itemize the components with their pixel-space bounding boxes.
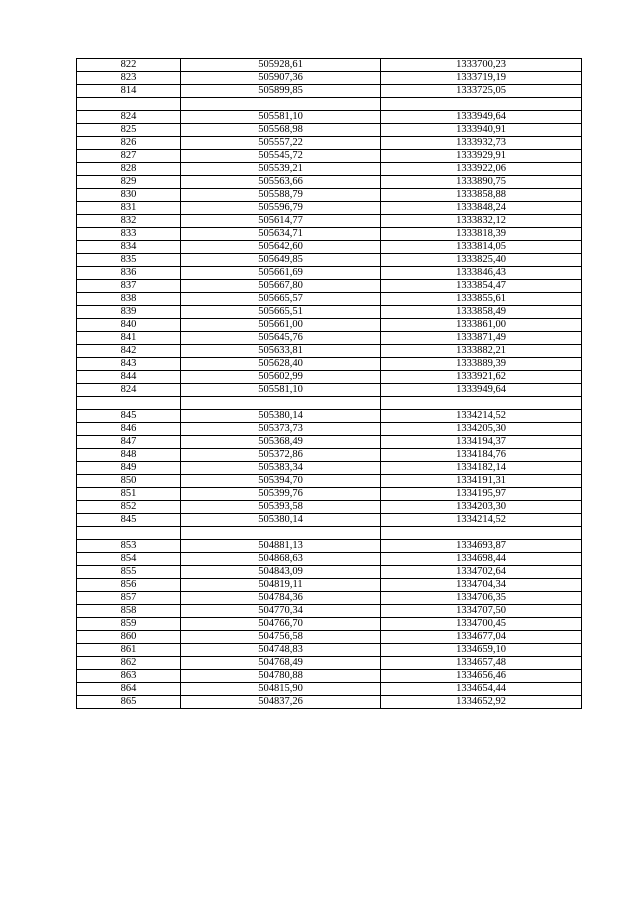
table-row xyxy=(77,150,582,163)
x-coordinate-cell: 505373,73 xyxy=(181,423,381,436)
y-coordinate-cell: 1334656,46 xyxy=(381,670,582,683)
y-coordinate-cell: 1334707,50 xyxy=(381,605,582,618)
y-coordinate-cell: 1333846,43 xyxy=(381,267,582,280)
separator-row xyxy=(77,527,582,540)
x-coordinate-cell: 505645,76 xyxy=(181,332,381,345)
point-number-cell: 858 xyxy=(77,605,181,618)
x-coordinate-cell: 505368,49 xyxy=(181,436,381,449)
x-coordinate-cell: 505665,57 xyxy=(181,293,381,306)
y-coordinate-cell: 1333890,75 xyxy=(381,176,582,189)
y-coordinate-cell: 1333825,40 xyxy=(381,254,582,267)
point-number-cell: 836 xyxy=(77,267,181,280)
table-row xyxy=(77,683,582,696)
point-number-cell: 846 xyxy=(77,423,181,436)
x-coordinate-cell: 505581,10 xyxy=(181,111,381,124)
table-row xyxy=(77,644,582,657)
y-coordinate-cell: 1333949,64 xyxy=(381,384,582,397)
x-coordinate-cell: 505602,99 xyxy=(181,371,381,384)
point-number-cell: 843 xyxy=(77,358,181,371)
table-row xyxy=(77,72,582,85)
x-coordinate-cell: 505380,14 xyxy=(181,514,381,527)
point-number-cell: 842 xyxy=(77,345,181,358)
x-coordinate-cell: 504766,70 xyxy=(181,618,381,631)
x-coordinate-cell: 505899,85 xyxy=(181,85,381,98)
point-number-cell xyxy=(77,527,181,540)
y-coordinate-cell: 1333814,05 xyxy=(381,241,582,254)
table-row xyxy=(77,462,582,475)
point-number-cell: 849 xyxy=(77,462,181,475)
table-row xyxy=(77,228,582,241)
x-coordinate-cell: 505581,10 xyxy=(181,384,381,397)
y-coordinate-cell: 1334706,35 xyxy=(381,592,582,605)
x-coordinate-cell: 505614,77 xyxy=(181,215,381,228)
y-coordinate-cell: 1333882,21 xyxy=(381,345,582,358)
point-number-cell: 823 xyxy=(77,72,181,85)
table-row xyxy=(77,475,582,488)
x-coordinate-cell: 505568,98 xyxy=(181,124,381,137)
y-coordinate-cell: 1334698,44 xyxy=(381,553,582,566)
point-number-cell: 851 xyxy=(77,488,181,501)
point-number-cell: 839 xyxy=(77,306,181,319)
y-coordinate-cell: 1334214,52 xyxy=(381,514,582,527)
table-row xyxy=(77,436,582,449)
y-coordinate-cell: 1333858,88 xyxy=(381,189,582,202)
x-coordinate-cell: 504784,36 xyxy=(181,592,381,605)
point-number-cell xyxy=(77,98,181,111)
point-number-cell: 853 xyxy=(77,540,181,553)
separator-row xyxy=(77,98,582,111)
x-coordinate-cell: 505628,40 xyxy=(181,358,381,371)
y-coordinate-cell: 1333932,73 xyxy=(381,137,582,150)
y-coordinate-cell: 1334203,30 xyxy=(381,501,582,514)
x-coordinate-cell: 505928,61 xyxy=(181,59,381,72)
y-coordinate-cell: 1333921,62 xyxy=(381,371,582,384)
x-coordinate-cell: 505907,36 xyxy=(181,72,381,85)
y-coordinate-cell: 1333700,23 xyxy=(381,59,582,72)
y-coordinate-cell: 1334700,45 xyxy=(381,618,582,631)
y-coordinate-cell xyxy=(381,527,582,540)
y-coordinate-cell: 1333725,05 xyxy=(381,85,582,98)
point-number-cell: 845 xyxy=(77,410,181,423)
x-coordinate-cell: 505661,00 xyxy=(181,319,381,332)
point-number-cell: 834 xyxy=(77,241,181,254)
y-coordinate-cell xyxy=(381,98,582,111)
point-number-cell: 844 xyxy=(77,371,181,384)
x-coordinate-cell: 505393,58 xyxy=(181,501,381,514)
y-coordinate-cell: 1333889,39 xyxy=(381,358,582,371)
point-number-cell: 838 xyxy=(77,293,181,306)
point-number-cell xyxy=(77,397,181,410)
x-coordinate-cell: 505380,14 xyxy=(181,410,381,423)
y-coordinate-cell: 1334704,34 xyxy=(381,579,582,592)
x-coordinate-cell: 505557,22 xyxy=(181,137,381,150)
point-number-cell: 835 xyxy=(77,254,181,267)
point-number-cell: 837 xyxy=(77,280,181,293)
y-coordinate-cell: 1334693,87 xyxy=(381,540,582,553)
x-coordinate-cell: 505665,51 xyxy=(181,306,381,319)
separator-row xyxy=(77,397,582,410)
x-coordinate-cell: 505394,70 xyxy=(181,475,381,488)
table-row xyxy=(77,215,582,228)
table-row xyxy=(77,319,582,332)
table-row xyxy=(77,137,582,150)
table-row xyxy=(77,111,582,124)
table-row xyxy=(77,618,582,631)
y-coordinate-cell: 1334182,14 xyxy=(381,462,582,475)
point-number-cell: 857 xyxy=(77,592,181,605)
x-coordinate-cell: 505545,72 xyxy=(181,150,381,163)
x-coordinate-cell xyxy=(181,98,381,111)
table-row xyxy=(77,163,582,176)
y-coordinate-cell: 1334191,31 xyxy=(381,475,582,488)
table-row xyxy=(77,423,582,436)
y-coordinate-cell: 1334654,44 xyxy=(381,683,582,696)
x-coordinate-cell: 504815,90 xyxy=(181,683,381,696)
y-coordinate-cell: 1333871,49 xyxy=(381,332,582,345)
point-number-cell: 814 xyxy=(77,85,181,98)
x-coordinate-cell: 504780,88 xyxy=(181,670,381,683)
table-row xyxy=(77,449,582,462)
table-row xyxy=(77,293,582,306)
coordinates-table xyxy=(76,58,582,709)
y-coordinate-cell: 1334652,92 xyxy=(381,696,582,709)
table-row xyxy=(77,670,582,683)
table-row xyxy=(77,176,582,189)
y-coordinate-cell: 1333818,39 xyxy=(381,228,582,241)
point-number-cell: 840 xyxy=(77,319,181,332)
x-coordinate-cell: 505661,69 xyxy=(181,267,381,280)
y-coordinate-cell: 1333832,12 xyxy=(381,215,582,228)
point-number-cell: 865 xyxy=(77,696,181,709)
table-row xyxy=(77,189,582,202)
table-row xyxy=(77,124,582,137)
point-number-cell: 855 xyxy=(77,566,181,579)
point-number-cell: 841 xyxy=(77,332,181,345)
point-number-cell: 827 xyxy=(77,150,181,163)
x-coordinate-cell xyxy=(181,527,381,540)
y-coordinate-cell: 1333940,91 xyxy=(381,124,582,137)
x-coordinate-cell: 504819,11 xyxy=(181,579,381,592)
point-number-cell: 860 xyxy=(77,631,181,644)
x-coordinate-cell: 504770,34 xyxy=(181,605,381,618)
point-number-cell: 832 xyxy=(77,215,181,228)
point-number-cell: 856 xyxy=(77,579,181,592)
table-row xyxy=(77,592,582,605)
point-number-cell: 825 xyxy=(77,124,181,137)
point-number-cell: 822 xyxy=(77,59,181,72)
point-number-cell: 864 xyxy=(77,683,181,696)
x-coordinate-cell: 505633,81 xyxy=(181,345,381,358)
table-row xyxy=(77,657,582,670)
y-coordinate-cell: 1334702,64 xyxy=(381,566,582,579)
x-coordinate-cell: 505667,80 xyxy=(181,280,381,293)
x-coordinate-cell: 504748,83 xyxy=(181,644,381,657)
point-number-cell: 826 xyxy=(77,137,181,150)
point-number-cell: 828 xyxy=(77,163,181,176)
table-row xyxy=(77,332,582,345)
x-coordinate-cell: 505399,76 xyxy=(181,488,381,501)
point-number-cell: 861 xyxy=(77,644,181,657)
x-coordinate-cell: 505539,21 xyxy=(181,163,381,176)
table-row xyxy=(77,59,582,72)
y-coordinate-cell: 1333949,64 xyxy=(381,111,582,124)
x-coordinate-cell: 504868,63 xyxy=(181,553,381,566)
table-row xyxy=(77,202,582,215)
y-coordinate-cell: 1334659,10 xyxy=(381,644,582,657)
table-row xyxy=(77,280,582,293)
y-coordinate-cell: 1333855,61 xyxy=(381,293,582,306)
x-coordinate-cell: 505372,86 xyxy=(181,449,381,462)
y-coordinate-cell: 1334677,04 xyxy=(381,631,582,644)
point-number-cell: 848 xyxy=(77,449,181,462)
point-number-cell: 831 xyxy=(77,202,181,215)
table-row xyxy=(77,501,582,514)
table-row xyxy=(77,579,582,592)
coordinates-table-body xyxy=(77,59,582,709)
table-row xyxy=(77,696,582,709)
x-coordinate-cell: 505649,85 xyxy=(181,254,381,267)
x-coordinate-cell: 504843,09 xyxy=(181,566,381,579)
x-coordinate-cell: 505634,71 xyxy=(181,228,381,241)
point-number-cell: 862 xyxy=(77,657,181,670)
point-number-cell: 852 xyxy=(77,501,181,514)
x-coordinate-cell xyxy=(181,397,381,410)
table-row xyxy=(77,605,582,618)
point-number-cell: 859 xyxy=(77,618,181,631)
y-coordinate-cell xyxy=(381,397,582,410)
table-row xyxy=(77,384,582,397)
y-coordinate-cell: 1333858,49 xyxy=(381,306,582,319)
y-coordinate-cell: 1334194,37 xyxy=(381,436,582,449)
table-row xyxy=(77,241,582,254)
x-coordinate-cell: 505642,60 xyxy=(181,241,381,254)
table-row xyxy=(77,85,582,98)
table-row xyxy=(77,306,582,319)
table-row xyxy=(77,514,582,527)
table-row xyxy=(77,566,582,579)
point-number-cell: 829 xyxy=(77,176,181,189)
point-number-cell: 824 xyxy=(77,384,181,397)
table-row xyxy=(77,631,582,644)
y-coordinate-cell: 1333719,19 xyxy=(381,72,582,85)
y-coordinate-cell: 1334184,76 xyxy=(381,449,582,462)
table-row xyxy=(77,488,582,501)
table-row xyxy=(77,254,582,267)
y-coordinate-cell: 1333922,06 xyxy=(381,163,582,176)
y-coordinate-cell: 1334214,52 xyxy=(381,410,582,423)
y-coordinate-cell: 1334205,30 xyxy=(381,423,582,436)
point-number-cell: 830 xyxy=(77,189,181,202)
table-row xyxy=(77,345,582,358)
y-coordinate-cell: 1333861,00 xyxy=(381,319,582,332)
point-number-cell: 850 xyxy=(77,475,181,488)
point-number-cell: 833 xyxy=(77,228,181,241)
point-number-cell: 854 xyxy=(77,553,181,566)
y-coordinate-cell: 1334657,48 xyxy=(381,657,582,670)
table-row xyxy=(77,371,582,384)
x-coordinate-cell: 505383,34 xyxy=(181,462,381,475)
x-coordinate-cell: 505596,79 xyxy=(181,202,381,215)
point-number-cell: 845 xyxy=(77,514,181,527)
x-coordinate-cell: 505563,66 xyxy=(181,176,381,189)
x-coordinate-cell: 504881,13 xyxy=(181,540,381,553)
point-number-cell: 824 xyxy=(77,111,181,124)
point-number-cell: 847 xyxy=(77,436,181,449)
table-row xyxy=(77,553,582,566)
table-row xyxy=(77,267,582,280)
y-coordinate-cell: 1334195,97 xyxy=(381,488,582,501)
x-coordinate-cell: 504768,49 xyxy=(181,657,381,670)
x-coordinate-cell: 504837,26 xyxy=(181,696,381,709)
point-number-cell: 863 xyxy=(77,670,181,683)
x-coordinate-cell: 505588,79 xyxy=(181,189,381,202)
table-row xyxy=(77,410,582,423)
y-coordinate-cell: 1333854,47 xyxy=(381,280,582,293)
y-coordinate-cell: 1333929,91 xyxy=(381,150,582,163)
table-row xyxy=(77,358,582,371)
x-coordinate-cell: 504756,58 xyxy=(181,631,381,644)
table-row xyxy=(77,540,582,553)
y-coordinate-cell: 1333848,24 xyxy=(381,202,582,215)
